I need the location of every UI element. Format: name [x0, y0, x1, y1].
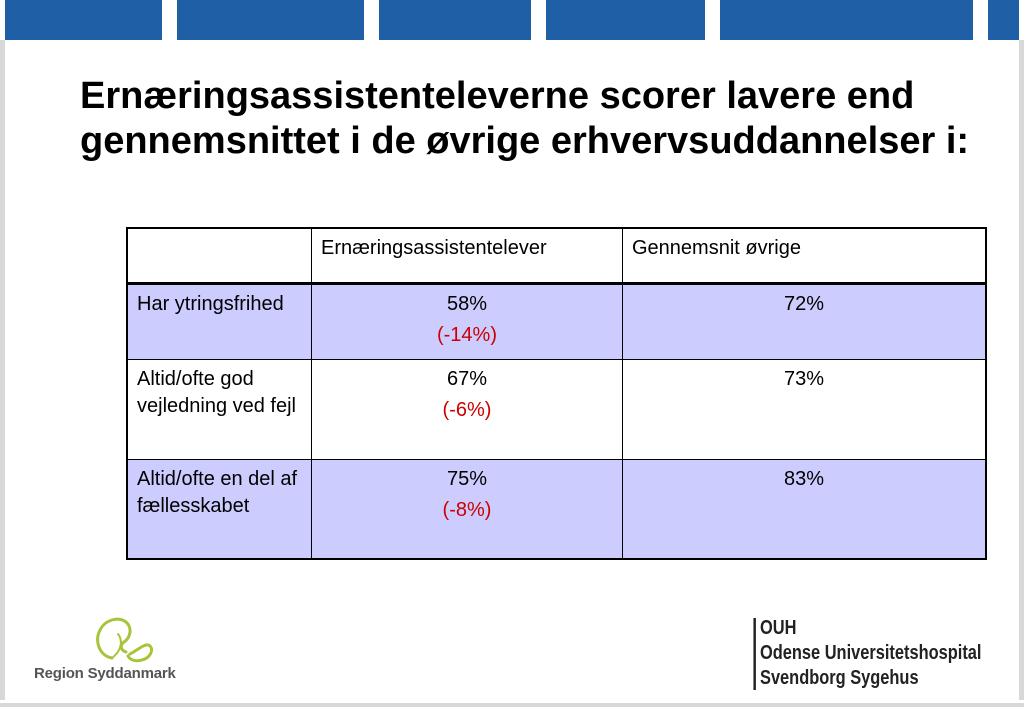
- top-decorative-bars: [0, 0, 1024, 42]
- ouh-logo-line-3: Svendborg Sygehus: [760, 667, 919, 689]
- difference-value: (-6%): [442, 398, 492, 421]
- ouh-logo-accent-bar: [753, 618, 755, 690]
- row-label: Har ytringsfrihed: [127, 283, 312, 359]
- header-cell-empty: [127, 228, 312, 283]
- region-logo-text: Region Syddanmark: [34, 665, 176, 682]
- header-cell-average: Gennemsnit øvrige: [623, 228, 987, 283]
- average-value: 72%: [623, 283, 987, 359]
- students-value: 67%: [446, 367, 488, 390]
- ouh-logo-line-1: OUH: [760, 617, 797, 639]
- table-row: [127, 359, 986, 459]
- frame-bottom-border: [0, 703, 1024, 707]
- top-bar-1: [5, 0, 162, 40]
- top-bar-3: [379, 0, 531, 40]
- frame-left-border: [0, 40, 5, 700]
- comparison-table: [126, 227, 987, 560]
- students-value-cell: [312, 459, 623, 559]
- row-label: Altid/ofte en del af fællesskabet: [127, 459, 312, 559]
- table-row: [127, 459, 986, 559]
- average-value: 73%: [623, 359, 987, 459]
- average-value: 83%: [623, 459, 987, 559]
- students-value-cell: [312, 283, 623, 359]
- ouh-logo-line-2: Odense Universitetshospital: [760, 642, 982, 664]
- difference-value: (-14%): [436, 323, 497, 346]
- top-bar-4: [546, 0, 705, 40]
- region-logo-mark-icon: [34, 612, 194, 668]
- table-row: [127, 283, 986, 359]
- frame-right-border: [1019, 40, 1024, 700]
- ouh-logo: [760, 616, 982, 691]
- region-syddanmark-logo: [34, 612, 194, 692]
- students-value-cell: [312, 359, 623, 459]
- students-value: 75%: [446, 467, 488, 490]
- students-value: 58%: [446, 292, 488, 315]
- top-bar-6: [988, 0, 1019, 40]
- row-label: Altid/ofte god vejledning ved fejl: [127, 359, 312, 459]
- top-bar-2: [177, 0, 364, 40]
- slide-title: Ernæringsassistenteleverne scorer lavere end gennemsnittet i de øvrige erhvervsuddannelser i:: [80, 75, 970, 162]
- top-bar-5: [720, 0, 973, 40]
- difference-value: (-8%): [442, 498, 492, 521]
- header-cell-students: Ernæringsassistentelever: [312, 228, 623, 283]
- table-header-row: [127, 228, 986, 283]
